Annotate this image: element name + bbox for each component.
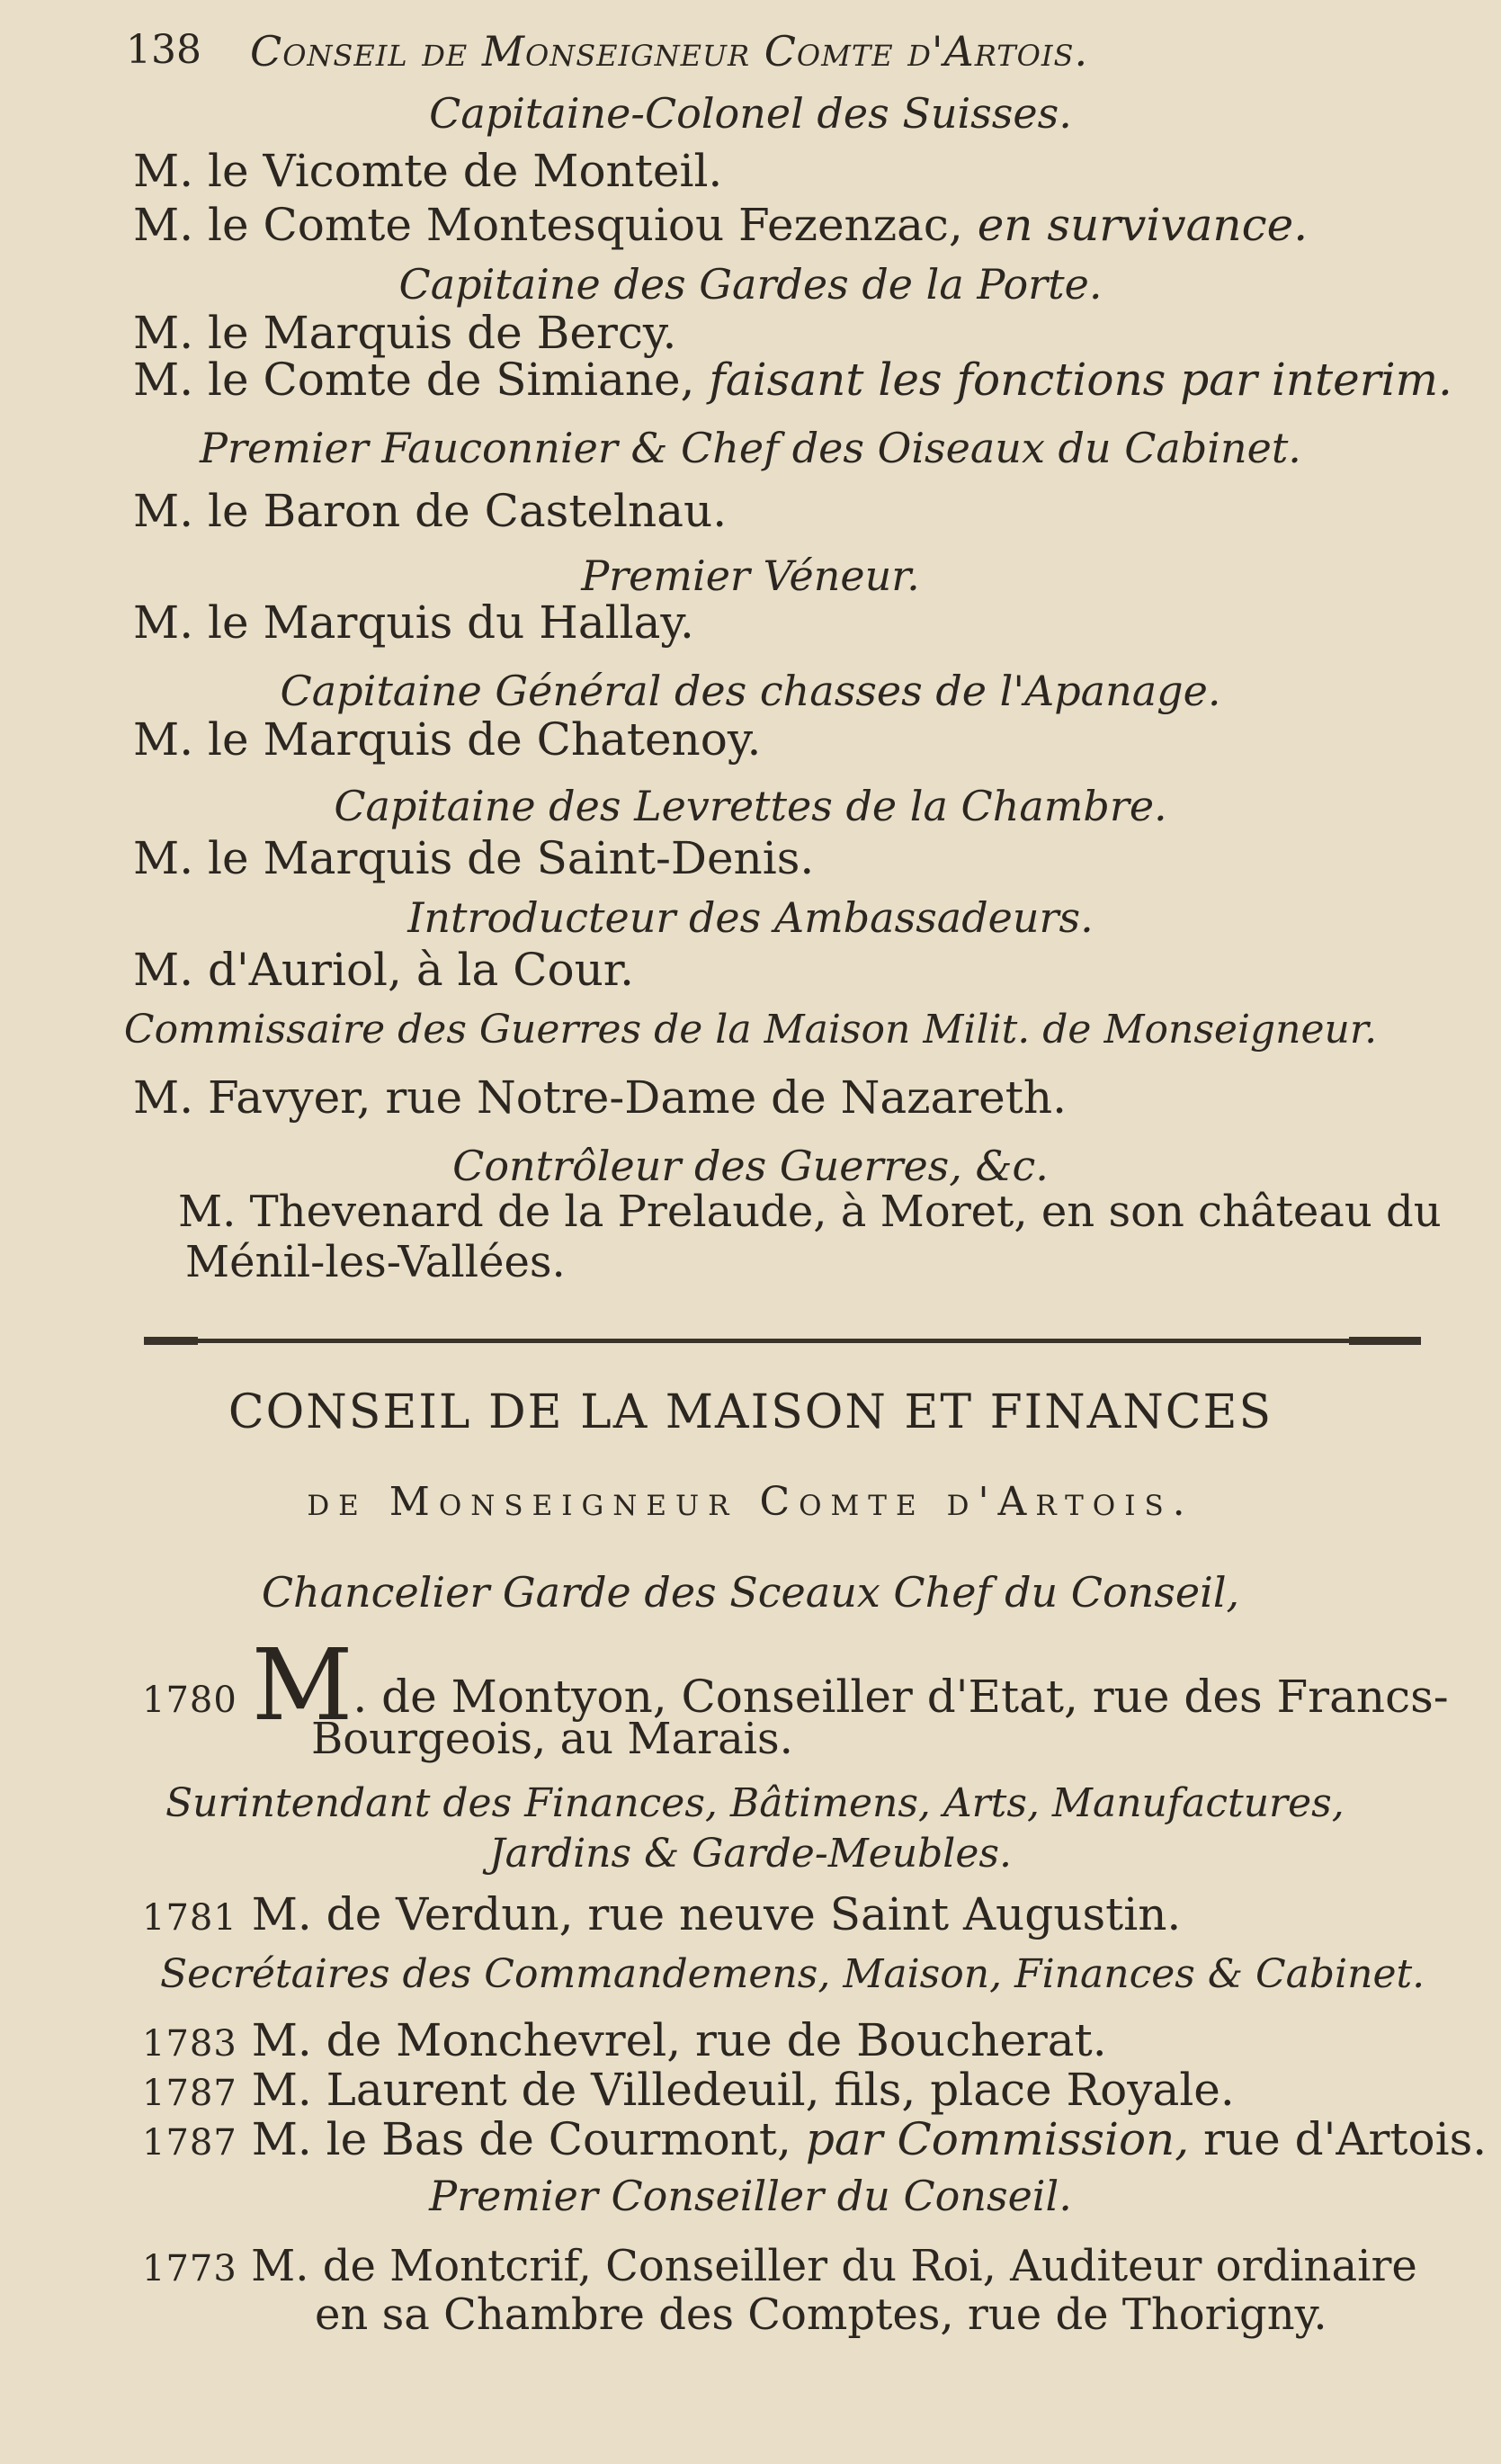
entry-text: . de Montyon, Conseiller d'Etat, rue des Francs- — [353, 1671, 1449, 1723]
office-title: Commissaire des Guerres de la Maison Milit. de Monseigneur. — [123, 1007, 1378, 1053]
office-title: Introducteur des Ambassadeurs. — [407, 893, 1094, 942]
entry-name: M. le Marquis de Bercy. — [133, 307, 677, 359]
drop-cap: M — [251, 1627, 353, 1743]
entry-row — [142, 2241, 1417, 2291]
entry-year: 1787 — [142, 2122, 237, 2164]
entry-name: M. le Baron de Castelnau. — [133, 485, 728, 537]
office-title: Capitaine Général des chasses de l'Apanage. — [280, 667, 1221, 715]
section-subheading: de Monseigneur Comte d'Artois. — [307, 1479, 1194, 1525]
entry-text: M. Laurent de Villedeuil, fils, place Royale. — [251, 2064, 1235, 2116]
entry-continuation: en sa Chambre des Comptes, rue de Thorigny. — [315, 2289, 1327, 2340]
office-title: Premier Véneur. — [581, 551, 920, 600]
entry-row — [142, 1888, 1182, 1940]
section-heading: CONSEIL DE LA MAISON ET FINANCES — [228, 1385, 1273, 1439]
entry-row — [142, 2113, 1488, 2165]
entry-name: M. d'Auriol, à la Cour. — [133, 944, 635, 996]
office-title: Chancelier Garde des Sceaux Chef du Conseil, — [261, 1568, 1240, 1617]
entry-year: 1787 — [142, 2073, 237, 2114]
entry-year: 1780 — [142, 1680, 237, 1721]
entry-text: M. de Montcrif, Conseiller du Roi, Auditeur ordinaire — [251, 2241, 1417, 2291]
entry-row — [133, 354, 1452, 406]
entry-note: par Commission, — [805, 2113, 1190, 2165]
entry-text: M. de Monchevrel, rue de Boucherat. — [251, 2014, 1107, 2066]
entry-year: 1781 — [142, 1897, 237, 1939]
entry-row — [142, 2014, 1107, 2066]
entry-name: M. le Comte Montesquiou Fezenzac, — [133, 199, 963, 251]
page-number: 138 — [126, 27, 201, 73]
entry-year: 1773 — [142, 2248, 237, 2289]
office-title: Premier Fauconnier & Chef des Oiseaux du Cabinet. — [200, 424, 1301, 472]
office-title: Secrétaires des Commandemens, Maison, Finances & Cabinet. — [160, 1951, 1425, 1997]
office-title: Contrôleur des Guerres, &c. — [452, 1142, 1049, 1190]
office-title: Capitaine-Colonel des Suisses. — [429, 89, 1072, 138]
entry-name: Ménil-les-Vallées. — [185, 1237, 566, 1287]
entry-name: M. Favyer, rue Notre-Dame de Nazareth. — [133, 1071, 1067, 1124]
office-title: Capitaine des Levrettes de la Chambre. — [334, 782, 1167, 830]
entry-continuation: Bourgeois, au Marais. — [311, 1714, 793, 1764]
entry-name: M. le Marquis de Chatenoy. — [133, 713, 762, 766]
entry-row — [142, 2064, 1235, 2116]
entry-name: M. le Vicomte de Monteil. — [133, 145, 723, 197]
entry-row — [133, 199, 1309, 251]
entry-name: M. le Comte de Simiane, — [133, 354, 695, 406]
entry-year: 1783 — [142, 2023, 237, 2065]
entry-note: en survivance. — [977, 199, 1309, 251]
entry-text: M. de Verdun, rue neuve Saint Augustin. — [251, 1888, 1182, 1940]
entry-name: M. le Marquis de Saint-Denis. — [133, 832, 815, 884]
entry-note: faisant les fonctions par interim. — [709, 354, 1452, 406]
section-divider — [144, 1339, 1421, 1343]
entry-name: M. Thevenard de la Prelaude, à Moret, en son château du — [178, 1187, 1442, 1237]
entry-name: M. le Marquis du Hallay. — [133, 596, 694, 649]
running-title: Conseil de Monseigneur Comte d'Artois. — [250, 27, 1089, 76]
entry-text: M. le Bas de Courmont, — [251, 2113, 791, 2165]
office-title: Surintendant des Finances, Bâtimens, Arts, Manufactures, — [165, 1780, 1345, 1826]
office-title-continuation: Jardins & Garde-Meubles. — [489, 1831, 1012, 1877]
office-title: Premier Conseiller du Conseil. — [429, 2172, 1072, 2220]
office-title: Capitaine des Gardes de la Porte. — [398, 260, 1103, 309]
entry-text: rue d'Artois. — [1203, 2113, 1488, 2165]
